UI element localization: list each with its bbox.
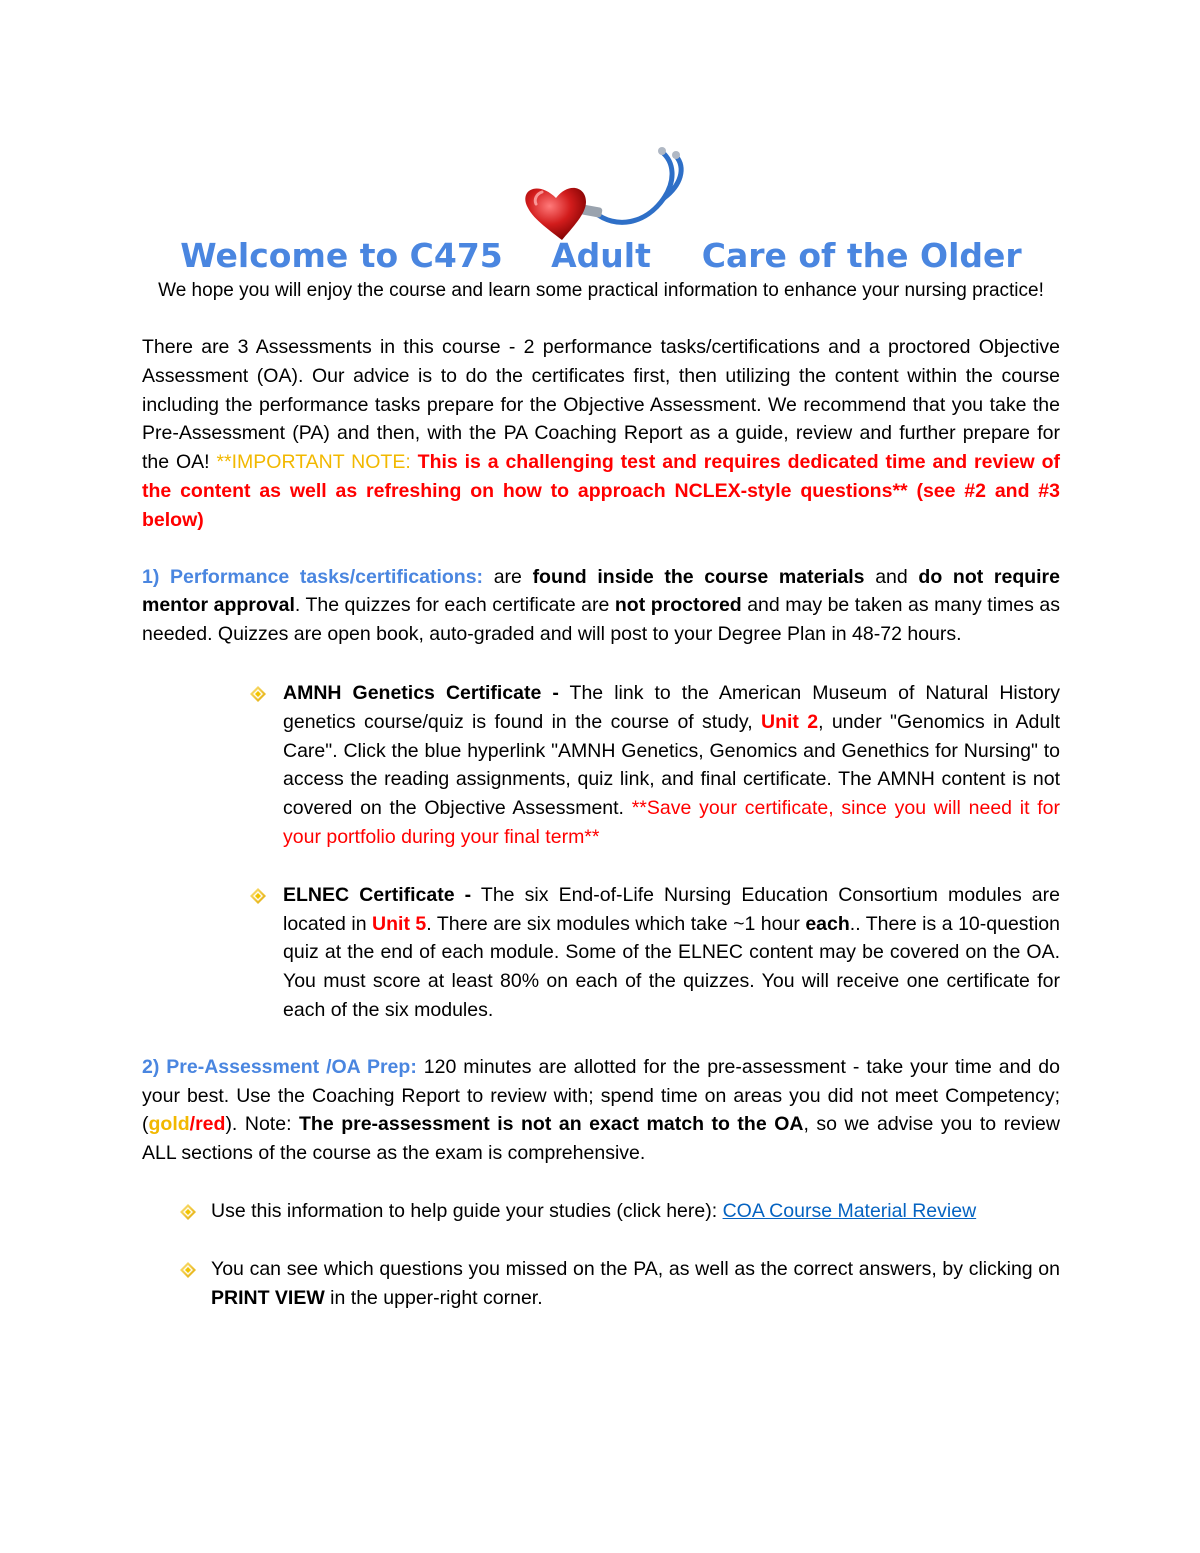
elnec-unit: Unit 5 [372,912,427,935]
list-item-study [142,1197,1060,1226]
list-item-pa-review [142,1255,1060,1313]
section2-gold: gold [148,1113,190,1136]
title-part-3: Adult [551,236,651,275]
section1-heading: 1) Performance tasks/certifications: [142,565,484,588]
section2-bold: The pre-assessment is not an exact match to the OA [299,1113,804,1136]
amnh-text: The link to the American Museum of Natural History genetics course/quiz is found in the course of study, [283,681,1060,733]
elnec-text: The six End-of-Life Nursing Education Consortium modules are located in [283,883,1060,935]
pa-text: You can see which questions you missed on the PA, as well as the correct answers, by clicking on [211,1257,1060,1280]
amnh-note: **Save your certificate, since you will need it for your portfolio during your final term** [283,797,1060,848]
certificate-list [142,679,1060,1025]
section1-bold: not proctored [614,594,742,617]
important-text: This is a challenging test and requires dedicated time and review of the content as well as refreshing on how to approach NCLEX-style questions** (see #2 and #3 below) [142,451,1060,531]
section-performance-tasks [142,563,1060,649]
intro-text: There are 3 Assessments in this course - 2 performance tasks/certifications and a proctored Objective Assessment (OA). Our advice is to do the certificates first, then utilizing the content within the course including the performance tasks prepare for the Objective Assessment. We recommend that you take the Pre-Assessment (PA) and then, with the PA Coaching Report as a guide, review and further prepare for the OA! [142,336,1060,474]
section1-text: . The quizzes for each certificate are [294,594,615,617]
elnec-each: each [805,912,850,935]
section2-slash: / [189,1113,196,1136]
amnh-label: AMNH Genetics Certificate - [283,681,559,704]
section1-bold: found inside the course materials [532,565,865,588]
important-label: **IMPORTANT NOTE: [216,451,411,474]
section1-bold: do not require mentor approval [142,565,1060,617]
section1-text: are [483,565,533,588]
coa-course-material-review-link[interactable]: COA Course Material Review [722,1199,977,1222]
section2-text: ). Note: [225,1113,300,1136]
section2-red: red [195,1113,226,1136]
section1-text: and [864,565,919,588]
section-pre-assessment [142,1053,1060,1168]
diamond-bullet-icon [250,888,266,904]
diamond-bullet-icon [250,686,266,702]
section1-text: and may be taken as many times as needed. Quizzes are open book, auto-graded and will post to your Degree Plan in 48-72 hours. [142,594,1060,646]
list-item-amnh [142,679,1060,852]
amnh-text: , under "Genomics in Adult Care". Click the blue hyperlink "AMNH Genetics, Genomics and Genethics for Nursing" to access the reading assignments, quiz link, and final certificate. The AMNH content is not covered on the Objective Assessment. [283,710,1060,820]
title-part-1: Welcome to C475 [180,236,503,275]
diamond-bullet-icon [180,1204,196,1220]
intro-paragraph [142,333,1060,535]
pa-print-view: PRINT VIEW [211,1286,325,1309]
section2-heading: 2) Pre-Assessment /OA Prep: [142,1055,417,1078]
elnec-label: ELNEC Certificate - [283,883,472,906]
section2-text: 120 minutes are allotted for the pre-assessment - take your time and do your best. Use the Coaching Report to review with; spend time on areas you did not meet Competency; ( [142,1055,1060,1136]
amnh-unit: Unit 2 [760,710,819,733]
section2-text: , so we advise you to review ALL sections of the course as the exam is comprehensive. [142,1113,1060,1165]
diamond-bullet-icon [180,1262,196,1278]
subtitle: We hope you will enjoy the course and learn some practical information to enhance your nursing practice! [158,280,1044,301]
pa-text: in the upper-right corner. [324,1286,543,1309]
title-block [142,140,1060,305]
elnec-text: .. There is a 10-question quiz at the end of each module. Some of the ELNEC content may be covered on the OA. You must score at least 80% on each of the quizzes. You will receive one certificate for each of the six modules. [283,912,1060,1021]
study-text: Use this information to help guide your studies (click here): [211,1199,723,1222]
heart-stethoscope-icon [516,140,688,244]
document-page [142,140,1060,1312]
title-part-2: Care of the Older [701,236,1022,275]
elnec-text: . There are six modules which take ~1 hour [426,912,806,935]
list-item-elnec [142,881,1060,1025]
